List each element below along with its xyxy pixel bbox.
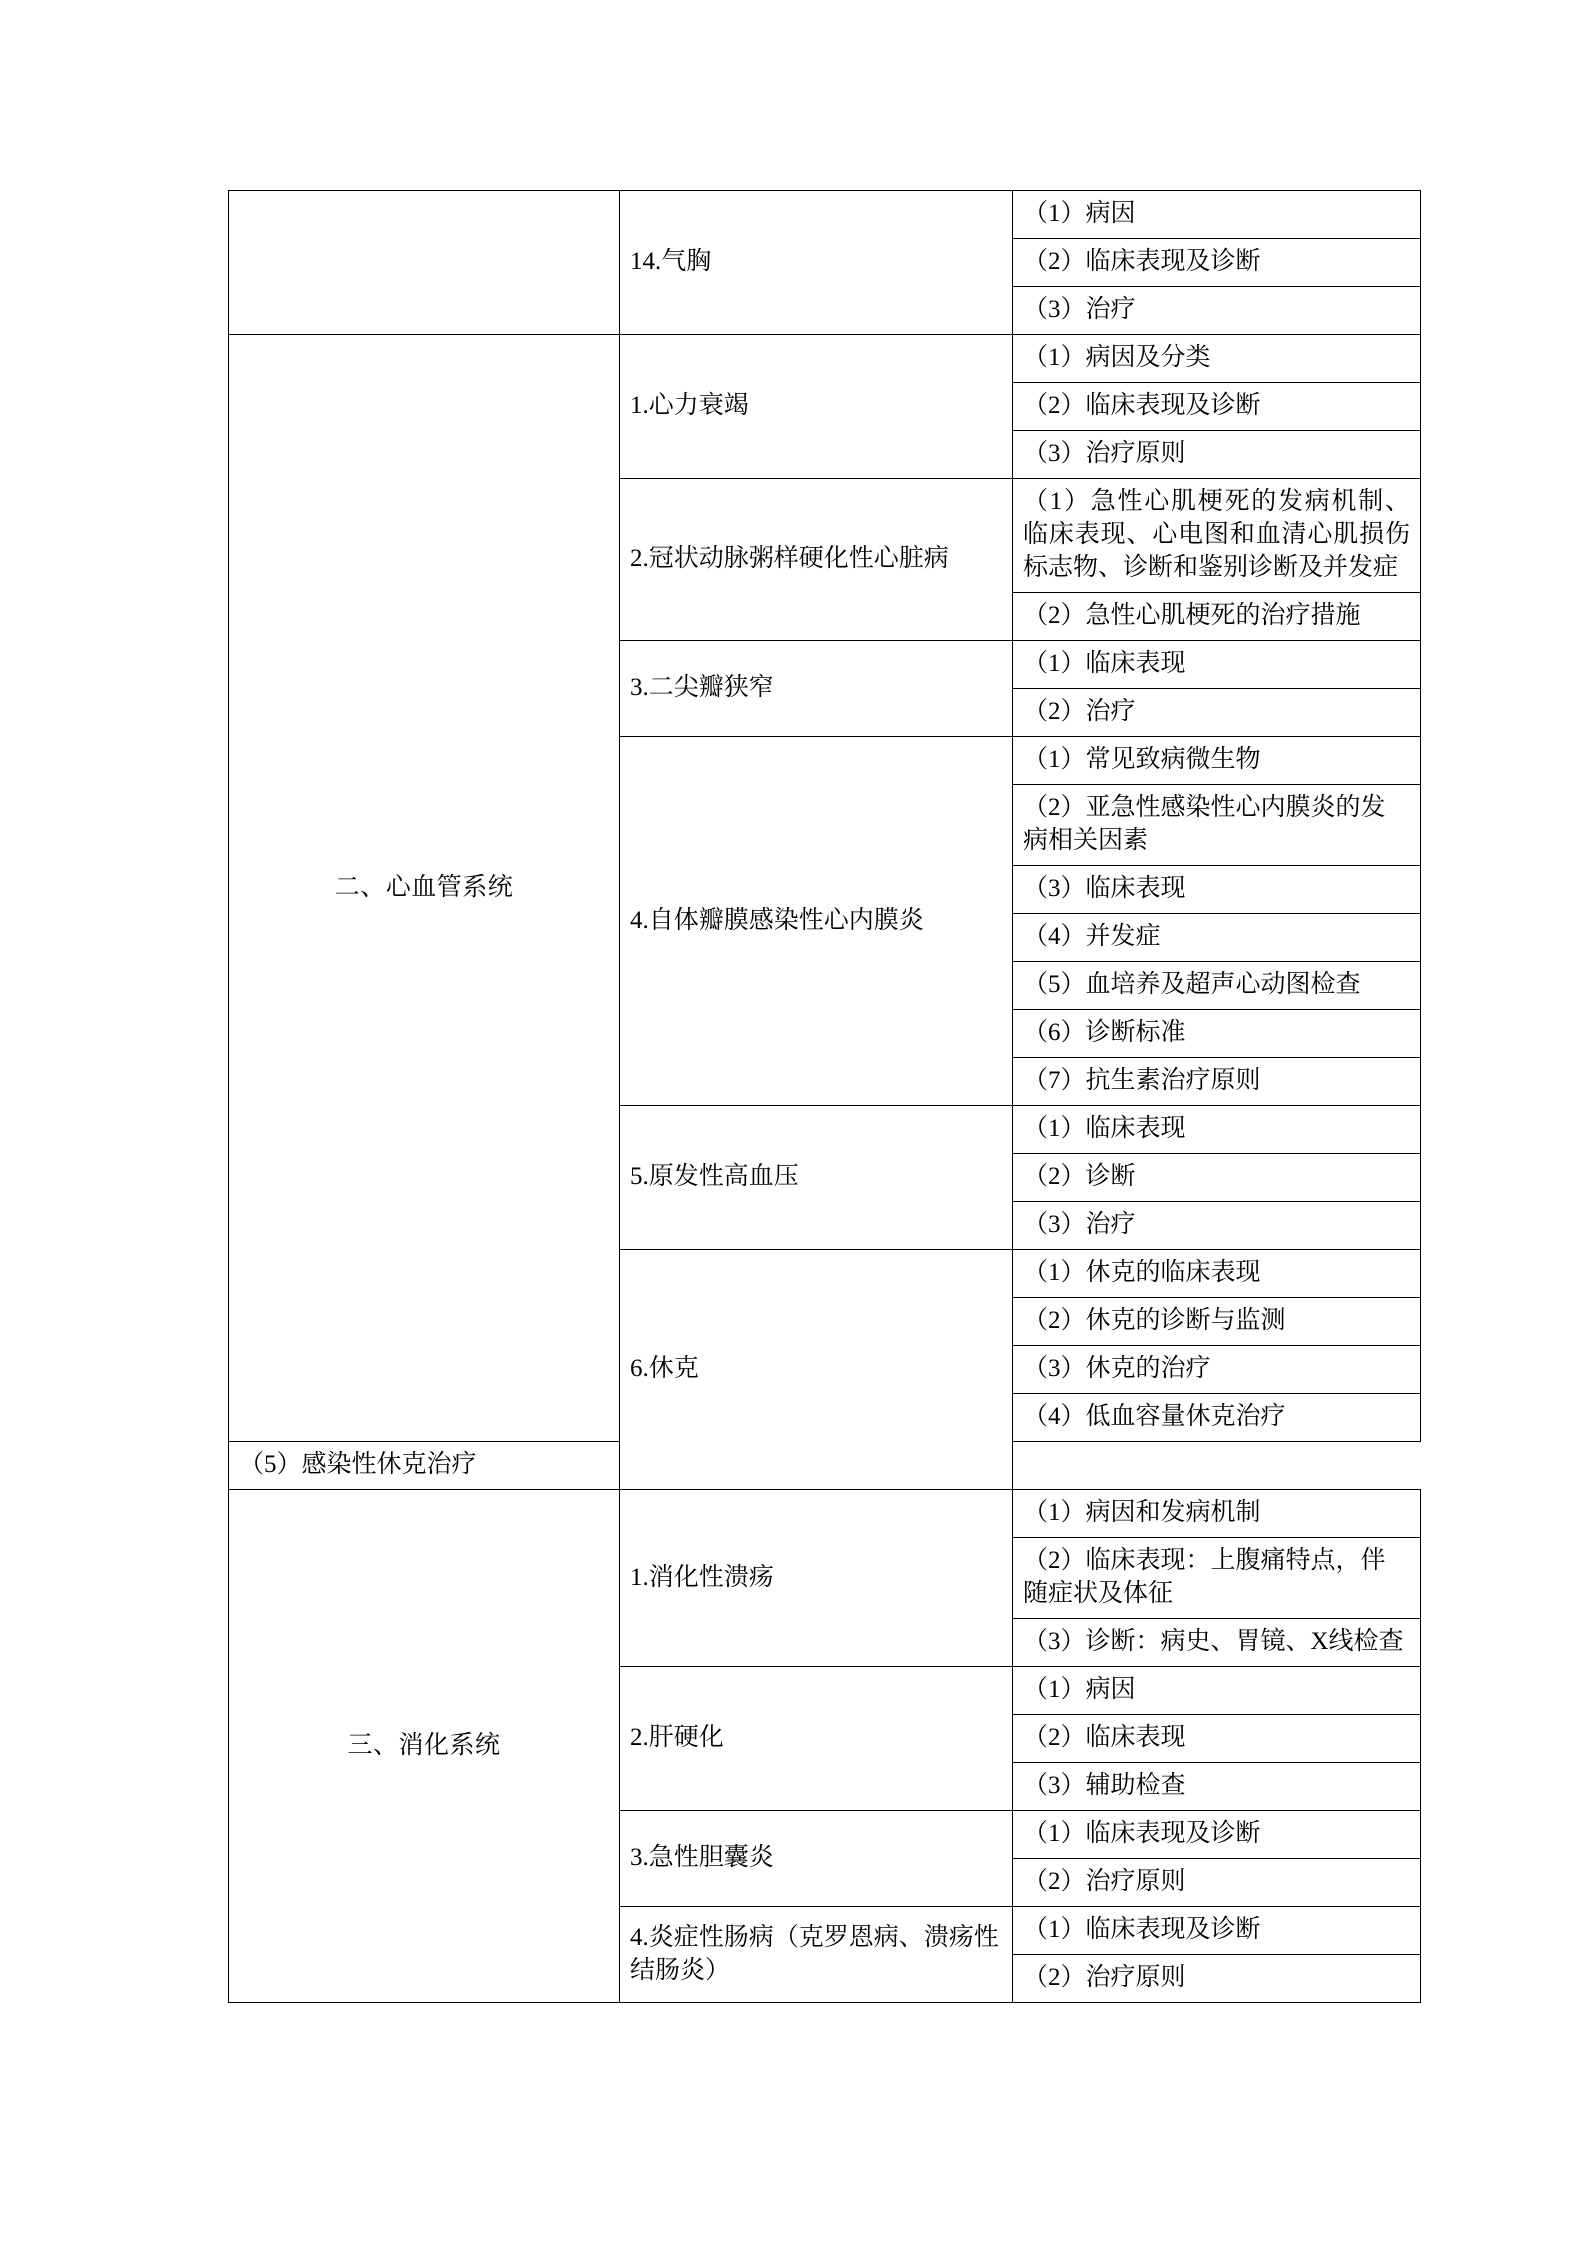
point-cell: （1）临床表现及诊断 [1013, 1907, 1421, 1955]
topic-cell: 2.冠状动脉粥样硬化性心脏病 [620, 479, 1013, 641]
syllabus-table [228, 190, 1421, 2003]
topic-cell: 6.休克 [620, 1250, 1013, 1490]
point-cell: （1）病因和发病机制 [1013, 1490, 1421, 1538]
point-cell: （2）临床表现 [1013, 1715, 1421, 1763]
point-cell: （3）治疗 [1013, 287, 1421, 335]
point-cell: （2）亚急性感染性心内膜炎的发病相关因素 [1013, 785, 1421, 866]
topic-cell: 5.原发性高血压 [620, 1106, 1013, 1250]
point-cell: （1）临床表现及诊断 [1013, 1811, 1421, 1859]
point-cell: （2）临床表现：上腹痛特点，伴随症状及体征 [1013, 1538, 1421, 1619]
system-cell: 三、消化系统 [229, 1490, 620, 2003]
topic-cell: 2.肝硬化 [620, 1667, 1013, 1811]
point-cell: （3）临床表现 [1013, 866, 1421, 914]
point-cell: （3）辅助检查 [1013, 1763, 1421, 1811]
point-cell: （1）病因 [1013, 191, 1421, 239]
point-cell: （2）临床表现及诊断 [1013, 239, 1421, 287]
topic-cell: 3.二尖瓣狭窄 [620, 641, 1013, 737]
topic-cell: 1.消化性溃疡 [620, 1490, 1013, 1667]
system-cell [229, 191, 620, 335]
point-cell: （1）病因及分类 [1013, 335, 1421, 383]
point-cell: （3）治疗原则 [1013, 431, 1421, 479]
point-cell: （5）血培养及超声心动图检查 [1013, 962, 1421, 1010]
topic-cell: 4.自体瓣膜感染性心内膜炎 [620, 737, 1013, 1106]
table-body [229, 191, 1421, 2003]
topic-cell: 3.急性胆囊炎 [620, 1811, 1013, 1907]
table-row [229, 1490, 1421, 1538]
point-cell: （2）治疗原则 [1013, 1859, 1421, 1907]
table-row [229, 335, 1421, 383]
point-cell: （1）临床表现 [1013, 1106, 1421, 1154]
system-cell: 二、心血管系统 [229, 335, 620, 1442]
topic-cell: 4.炎症性肠病（克罗恩病、溃疡性结肠炎） [620, 1907, 1013, 2003]
point-cell: （2）治疗原则 [1013, 1955, 1421, 2003]
point-cell: （2）休克的诊断与监测 [1013, 1298, 1421, 1346]
topic-cell: 1.心力衰竭 [620, 335, 1013, 479]
point-cell: （1）休克的临床表现 [1013, 1250, 1421, 1298]
table-row [229, 191, 1421, 239]
point-cell: （4）并发症 [1013, 914, 1421, 962]
point-cell: （2）诊断 [1013, 1154, 1421, 1202]
point-cell: （1）急性心肌梗死的发病机制、临床表现、心电图和血清心肌损伤标志物、诊断和鉴别诊断及并发症 [1013, 479, 1421, 593]
point-cell: （2）临床表现及诊断 [1013, 383, 1421, 431]
topic-cell: 14.气胸 [620, 191, 1013, 335]
point-cell: （4）低血容量休克治疗 [1013, 1394, 1421, 1442]
point-cell: （2）急性心肌梗死的治疗措施 [1013, 593, 1421, 641]
point-cell: （1）常见致病微生物 [1013, 737, 1421, 785]
point-cell: （5）感染性休克治疗 [229, 1442, 620, 1490]
point-cell: （3）治疗 [1013, 1202, 1421, 1250]
point-cell: （2）治疗 [1013, 689, 1421, 737]
point-cell: （3）诊断：病史、胃镜、X线检查 [1013, 1619, 1421, 1667]
point-cell: （6）诊断标准 [1013, 1010, 1421, 1058]
point-cell: （7）抗生素治疗原则 [1013, 1058, 1421, 1106]
point-cell: （3）休克的治疗 [1013, 1346, 1421, 1394]
point-cell: （1）病因 [1013, 1667, 1421, 1715]
point-cell: （1）临床表现 [1013, 641, 1421, 689]
